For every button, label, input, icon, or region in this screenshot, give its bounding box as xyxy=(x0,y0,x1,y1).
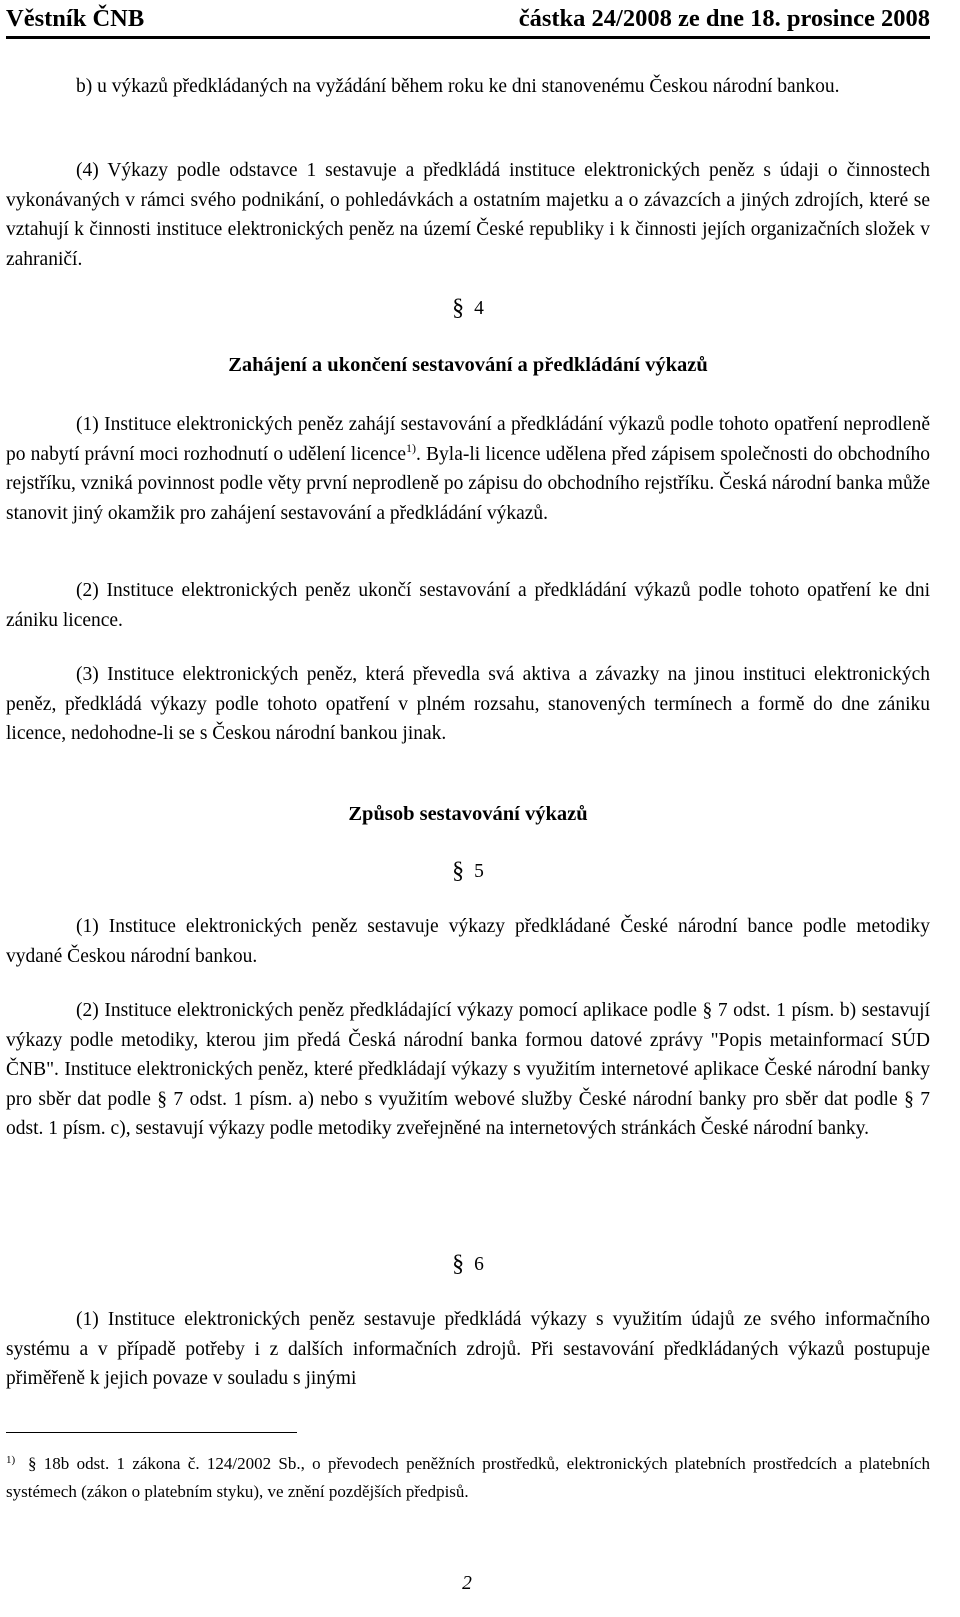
s4-paragraph-3: (3) Instituce elektronických peněz, která převedla svá aktiva a závazky na jinou instituci elektronických peněz, předkládá výkazy podle tohoto opatření v plném rozsahu, stanovených termínech a formě do dne zániku licence, nedohodne-li se s Českou národní bankou jinak. xyxy=(6,664,930,744)
s4-paragraph-1 xyxy=(6,410,930,528)
s4-p1-text-a: (1) Instituce elektronických peněz zahájí sestavování a předkládání výkazů podle tohoto opatření neprodleně po nabytí právní moci rozhodnutí o udělení licence xyxy=(6,414,930,465)
section-number: 5 xyxy=(474,861,484,882)
s5-paragraph-1: (1) Instituce elektronických peněz sestavuje výkazy předkládané České národní bance podle metodiky vydané Českou národní bankou. xyxy=(6,916,930,967)
s5-paragraph-2: (2) Instituce elektronických peněz předkládající výkazy pomocí aplikace podle § 7 odst. 1 písm. b) sestavují výkazy podle metodiky, kterou jim předá Česká národní banka formou datové zprávy "Popis metainformací SÚD ČNB". Instituce elektronických peněz, které předkládají výkazy s využitím internetové aplikace České národní banky pro sběr dat podle § 7 odst. 1 písm. a) nebo s využitím webové služby České národní banky pro sběr dat podle § 7 odst. 1 písm. c), sestavují výkazy podle metodiky zveřejněné na internetových stránkách České národní banky. xyxy=(6,1000,930,1139)
footnote-marker: 1) xyxy=(6,1454,16,1466)
s4-paragraph-2: (2) Instituce elektronických peněz ukončí sestavování a předkládání výkazů podle tohoto opatření ke dni zániku licence. xyxy=(6,580,930,631)
section-4-mark xyxy=(6,294,930,324)
journal-title: Věstník ČNB xyxy=(6,5,145,32)
heading-section-5: Způsob sestavování výkazů xyxy=(348,803,588,825)
heading-section-4: Zahájení a ukončení sestavování a předkládání výkazů xyxy=(228,354,708,376)
footnote-ref: 1) xyxy=(406,440,416,455)
section-sign-icon: § xyxy=(452,1251,465,1277)
page-header xyxy=(6,2,930,39)
section-sign-icon: § xyxy=(452,295,465,321)
page-number: 2 xyxy=(462,1573,472,1594)
section-number: 4 xyxy=(474,298,484,319)
section-6-mark xyxy=(6,1250,930,1280)
section-5-mark xyxy=(6,857,930,887)
section-sign-icon: § xyxy=(452,858,465,884)
paragraph-4: (4) Výkazy podle odstavce 1 sestavuje a předkládá instituce elektronických peněz s údaji o činnostech vykonávaných v rámci svého podnikání, o pohledávkách a ostatním majetku a o závazcích a jiných zdrojích, které se vztahují k činnosti instituce elektronických peněz na území České republiky i k činnosti jejích organizačních složek v zahraničí. xyxy=(6,160,930,270)
issue-info: částka 24/2008 ze dne 18. prosince 2008 xyxy=(518,5,930,32)
footnote xyxy=(6,1450,930,1506)
item-b: b) u výkazů předkládaných na vyžádání během roku ke dni stanovenému Českou národní bankou. xyxy=(76,76,840,97)
footnote-separator xyxy=(6,1432,297,1433)
footnote-text: § 18b odst. 1 zákona č. 124/2002 Sb., o převodech peněžních prostředků, elektronických platebních prostředcích a platebních systémech (zákon o platebním styku), ve znění pozdějších předpisů. xyxy=(6,1454,930,1501)
s6-paragraph-1: (1) Instituce elektronických peněz sestavuje předkládá výkazy s využitím údajů ze svého informačního systému a v případě potřeby i z dalších informačních zdrojů. Při sestavování předkládaných výkazů postupuje přiměřeně k jejich povaze v souladu s jinými xyxy=(6,1309,930,1389)
section-number: 6 xyxy=(474,1254,484,1275)
s4-p1-text-b: . Byla-li licence udělena před zápisem společnosti do obchodního rejstříku, vzniká povinnost podle věty první neprodleně po zápisu do obchodního rejstříku. Česká národní banka může stanovit jiný okamžik pro zahájení sestavování a předkládání výkazů. xyxy=(6,443,930,524)
